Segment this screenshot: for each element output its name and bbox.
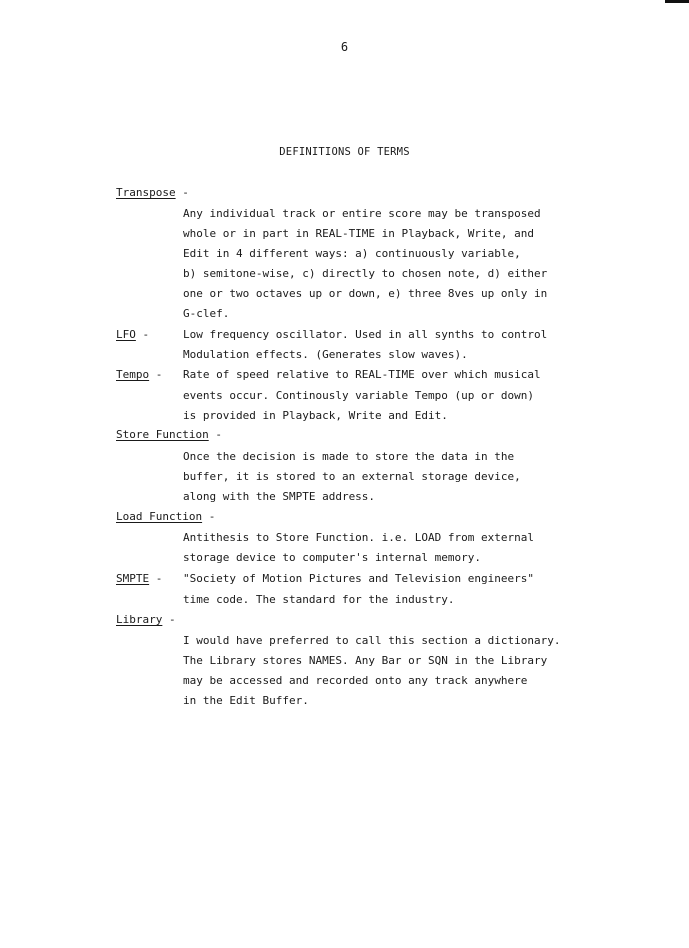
term-label: SMPTE	[116, 572, 150, 585]
definition-line: Edit in 4 different ways: a) continuously variable,	[183, 247, 521, 260]
definition-line: may be accessed and recorded onto any track anywhere	[183, 674, 528, 687]
definition-line: b) semitone-wise, c) directly to chosen note, d) either	[183, 267, 548, 280]
definition-line: G-clef.	[183, 307, 230, 320]
definition-line: buffer, it is stored to an external storage device,	[183, 470, 521, 483]
term-smpte	[116, 572, 162, 586]
definition-line: Low frequency oscillator. Used in all synths to control	[183, 328, 548, 341]
definition-line: The Library stores NAMES. Any Bar or SQN in the Library	[183, 654, 548, 667]
definition-line: Modulation effects. (Generates slow waves).	[183, 348, 468, 361]
definition-line: Any individual track or entire score may be transposed	[183, 207, 541, 220]
definition-line: is provided in Playback, Write and Edit.	[183, 409, 448, 422]
definition-line: Rate of speed relative to REAL-TIME over which musical	[183, 368, 541, 381]
definition-line: Once the decision is made to store the data in the	[183, 450, 515, 463]
definition-line: I would have preferred to call this section a dictionary.	[183, 634, 561, 647]
definition-line: storage device to computer's internal memory.	[183, 551, 482, 564]
term-label: Tempo	[116, 368, 150, 381]
term-transpose	[116, 186, 189, 200]
definition-line: in the Edit Buffer.	[183, 694, 309, 707]
definition-line: one or two octaves up or down, e) three 8ves up only in	[183, 287, 548, 300]
term-tempo	[116, 368, 162, 382]
term-dash: -	[149, 368, 163, 381]
scan-edge-mark	[665, 0, 689, 3]
definition-line: along with the SMPTE address.	[183, 490, 376, 503]
definition-line: whole or in part in REAL-TIME in Playback, Write, and	[183, 227, 534, 240]
definition-line: events occur. Continously variable Tempo (up or down)	[183, 389, 534, 402]
term-dash: -	[135, 328, 150, 341]
term-label: Transpose	[116, 186, 176, 199]
definition-line: "Society of Motion Pictures and Television engineers"	[183, 572, 534, 585]
term-store-function	[116, 428, 222, 442]
definition-line: time code. The standard for the industry.	[183, 593, 455, 606]
term-dash: -	[202, 510, 216, 523]
term-library	[116, 613, 176, 627]
term-load-function	[116, 510, 215, 524]
term-dash: -	[149, 572, 163, 585]
term-label: Library	[116, 613, 163, 626]
term-label: Load Function	[116, 510, 203, 523]
term-lfo	[116, 328, 149, 342]
term-dash: -	[208, 428, 222, 441]
definition-line: Antithesis to Store Function. i.e. LOAD from external	[183, 531, 534, 544]
page-number: 6	[340, 40, 349, 54]
term-label: Store Function	[116, 428, 209, 441]
page-title: DEFINITIONS OF TERMS	[279, 146, 410, 158]
term-dash: -	[162, 613, 176, 626]
term-dash: -	[175, 186, 189, 199]
term-label: LFO	[116, 328, 136, 341]
